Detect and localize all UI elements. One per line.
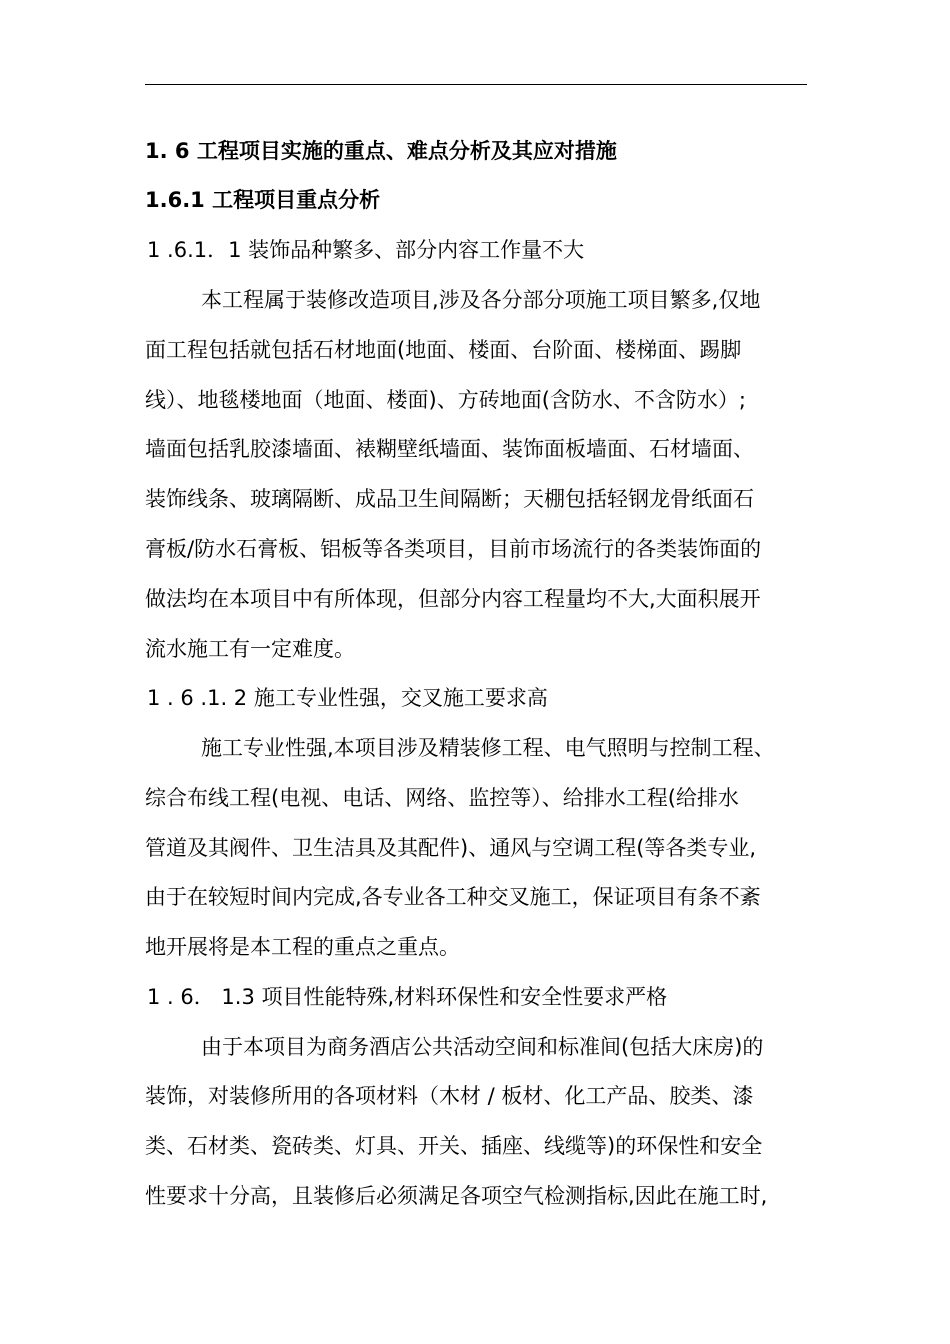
paragraph-line: 装饰线条、玻璃隔断、成品卫生间隔断；天棚包括轻钢龙骨纸面石 [145, 487, 754, 511]
paragraph-line: 膏板/防水石膏板、铝板等各类项目，目前市场流行的各类装饰面的 [145, 537, 762, 561]
paragraph-line: 流水施工有一定难度。 [145, 637, 355, 661]
subsection-title-1-6-1-1: 1 .6.1．1 装饰品种繁多、部分内容工作量不大 [147, 238, 585, 262]
paragraph-line: 综合布线工程(电视、电话、网络、监控等）、给排水工程(给排水 [145, 786, 739, 810]
paragraph-line: 装饰，对装修所用的各项材料（木材 / 板材、化工产品、胶类、漆 [145, 1084, 754, 1108]
paragraph-line: 线）、地毯楼地面（地面、楼面)、方砖地面(含防水、不含防水）; [145, 388, 746, 412]
paragraph-line: 由于本项目为商务酒店公共活动空间和标准间(包括大床房)的 [201, 1035, 764, 1059]
paragraph-line: 由于在较短时间内完成,各专业各工种交叉施工，保证项目有条不紊 [145, 885, 761, 909]
paragraph-line: 施工专业性强,本项目涉及精装修工程、电气照明与控制工程、 [201, 736, 775, 760]
paragraph-line: 面工程包括就包括石材地面(地面、楼面、台阶面、楼梯面、踢脚 [145, 338, 742, 362]
subsection-title-1-6-1-3: 1 . 6． 1.3 项目性能特殊,材料环保性和安全性要求严格 [147, 985, 668, 1009]
subsection-title-1-6-1-2: 1 . 6 .1. 2 施工专业性强，交叉施工要求高 [147, 686, 548, 710]
paragraph-line: 地开展将是本工程的重点之重点。 [145, 935, 460, 959]
paragraph-line: 管道及其阀件、卫生洁具及其配件)、通风与空调工程(等各类专业, [145, 836, 757, 860]
section-heading-1-6-1: 1.6.1 工程项目重点分析 [145, 188, 381, 212]
paragraph-line: 墙面包括乳胶漆墙面、裱糊壁纸墙面、装饰面板墙面、石材墙面、 [145, 437, 754, 461]
paragraph-line: 本工程属于装修改造项目,涉及各分部分项施工项目繁多,仅地 [201, 288, 761, 312]
paragraph-line: 做法均在本项目中有所体现，但部分内容工程量均不大,大面积展开 [145, 587, 761, 611]
paragraph-line: 类、石材类、瓷砖类、灯具、开关、插座、线缆等)的环保性和安全 [145, 1134, 763, 1158]
section-heading-1-6: 1. 6 工程项目实施的重点、难点分析及其应对措施 [145, 139, 617, 163]
header-rule [145, 84, 807, 85]
paragraph-line: 性要求十分高，且装修后必须满足各项空气检测指标,因此在施工时, [145, 1184, 768, 1208]
